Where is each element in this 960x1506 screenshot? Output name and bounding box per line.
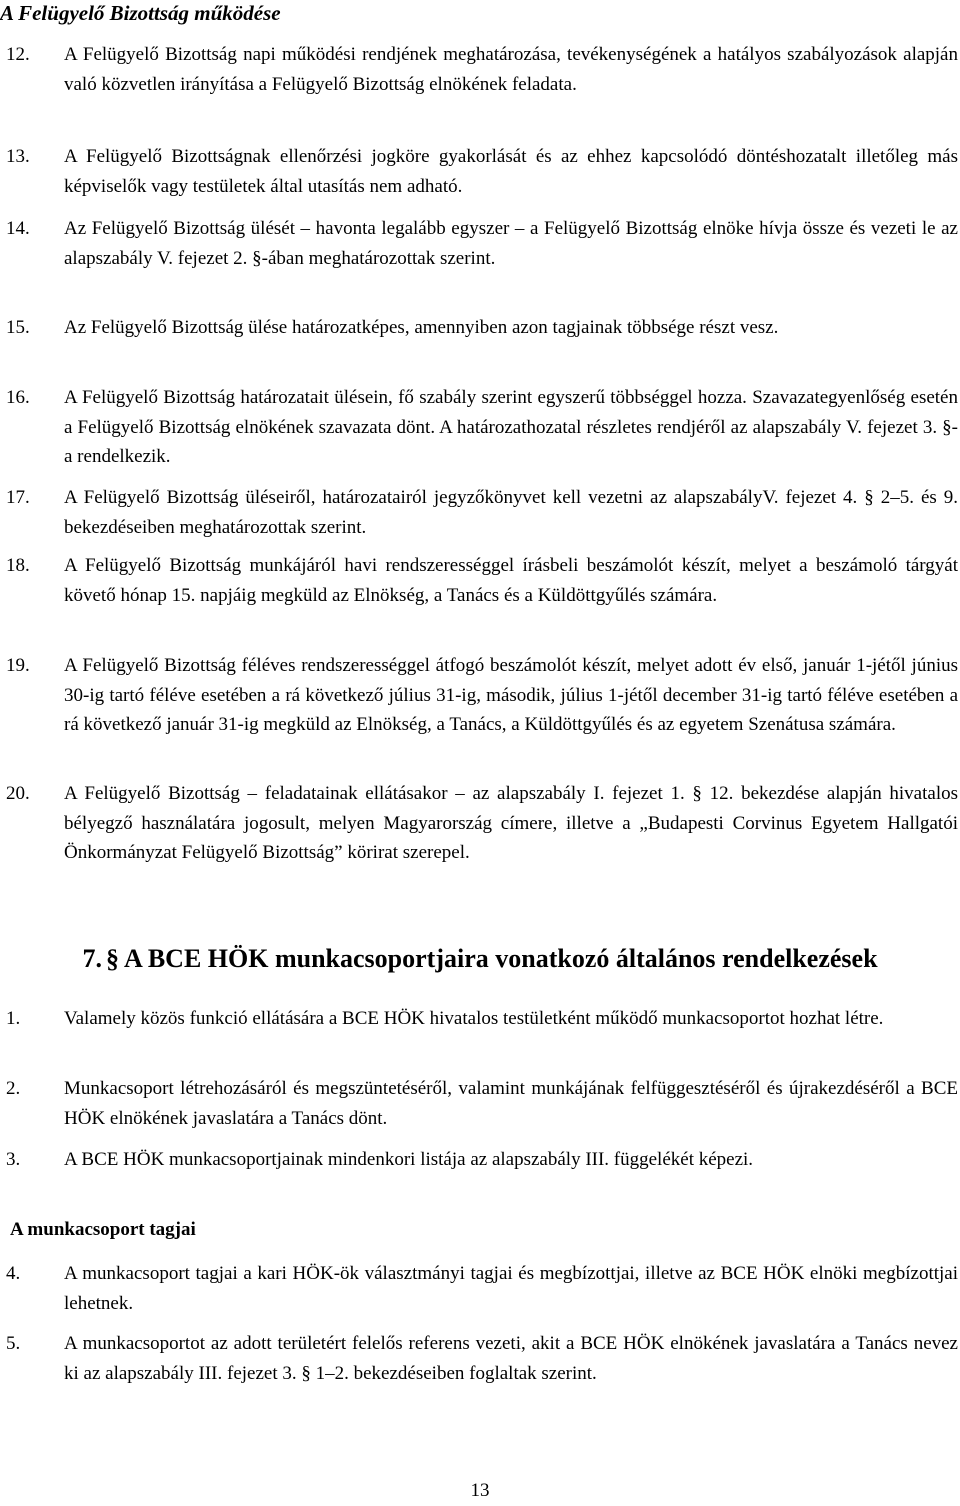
- paragraph-number: 13.: [6, 146, 30, 167]
- paragraph-text: A BCE HÖK munkacsoportjainak mindenkori listája az alapszabály III. függelékét képezi.: [64, 1149, 754, 1170]
- numbered-paragraph: [0, 651, 958, 740]
- numbered-paragraph: [0, 483, 958, 542]
- paragraph-text: A munkacsoportot az adott területért felelős referens vezeti, akit a BCE HÖK elnökének javaslatára a Tanács nevez ki az alapszabály III. fejezet 3. § 1–2. bekezdéseiben foglaltak szerint.: [64, 1333, 958, 1384]
- chapter-title: [0, 942, 960, 976]
- paragraph-text: A Felügyelő Bizottság – feladatainak ellátásakor – az alapszabály I. fejezet 1. § 12. bekezdése alapján hivatalos bélyegző használatára jogosult, melyen Magyarország címere, illetve a „Budapesti Corvinus Egyetem Hallgatói Önkormányzat Felügyelő Bizottság” körirat szerepel.: [64, 783, 958, 863]
- paragraph-number: 4.: [6, 1263, 21, 1284]
- subheading: A munkacsoport tagjai: [10, 1219, 196, 1240]
- numbered-paragraph: [0, 779, 958, 868]
- paragraph-number: 3.: [6, 1149, 21, 1170]
- paragraph-number: 1.: [6, 1008, 21, 1029]
- paragraph-text: Munkacsoport létrehozásáról és megszüntetéséről, valamint munkájának felfüggesztéséről és újrakezdéséről a BCE HÖK elnökének javaslatára a Tanács dönt.: [64, 1078, 958, 1129]
- paragraph-text: A Felügyelő Bizottság napi működési rendjének meghatározása, tevékenységének a hatályos szabályozások alapján való közvetlen irányítása a Felügyelő Bizottság elnökének feladata.: [64, 44, 958, 95]
- paragraph-number: 18.: [6, 555, 30, 576]
- paragraph-number: 19.: [6, 655, 30, 676]
- paragraph-text: A munkacsoport tagjai a kari HÖK-ök választmányi tagjai és megbízottjai, illetve az BCE HÖK elnöki megbízottjai lehetnek.: [64, 1263, 958, 1314]
- numbered-paragraph: [0, 313, 958, 343]
- numbered-paragraph: [0, 383, 958, 472]
- numbered-paragraph: [0, 1329, 958, 1388]
- numbered-paragraph: [0, 214, 958, 273]
- chapter-title-text: § A BCE HÖK munkacsoportjaira vonatkozó általános rendelkezések: [105, 944, 878, 973]
- paragraph-text: A Felügyelő Bizottság féléves rendszerességgel átfogó beszámolót készít, melyet adott év első, január 1-jétől június 30-ig tartó féléve esetében a rá következő július 31-ig, második, július 1-jétől december 31-ig tartó féléve esetében a rá következő január 31-ig megküld az Elnökség, a Tanács, a Küldöttgyűlés és az egyetem Szenátusa számára.: [64, 655, 958, 735]
- section-heading: A Felügyelő Bizottság működése: [0, 1, 281, 25]
- numbered-paragraph: [0, 40, 958, 99]
- paragraph-number: 20.: [6, 783, 30, 804]
- paragraph-number: 5.: [6, 1333, 21, 1354]
- paragraph-number: 14.: [6, 218, 30, 239]
- paragraph-number: 17.: [6, 487, 30, 508]
- paragraph-text: A Felügyelő Bizottságnak ellenőrzési jogköre gyakorlását és az ehhez kapcsolódó döntéshozatalt illetőleg más képviselők vagy testületek által utasítás nem adható.: [64, 146, 958, 197]
- numbered-paragraph: [0, 1004, 958, 1034]
- page-number: 13: [470, 1480, 490, 1501]
- chapter-number: 7.: [82, 944, 102, 973]
- numbered-paragraph: [0, 1145, 958, 1175]
- numbered-paragraph: [0, 1074, 958, 1133]
- paragraph-text: A Felügyelő Bizottság üléseiről, határozatairól jegyzőkönyvet kell vezetni az alapszabályV. fejezet 4. § 2–5. és 9. bekezdéseiben meghatározottak szerint.: [64, 487, 958, 538]
- numbered-paragraph: [0, 142, 958, 201]
- paragraph-text: Az Felügyelő Bizottság ülése határozatképes, amennyiben azon tagjainak többsége részt vesz.: [64, 317, 779, 338]
- paragraph-text: Valamely közös funkció ellátására a BCE HÖK hivatalos testületként működő munkacsoportot hozhat létre.: [64, 1008, 884, 1029]
- paragraph-text: Az Felügyelő Bizottság ülését – havonta legalább egyszer – a Felügyelő Bizottság elnöke hívja össze és vezeti le az alapszabály V. fejezet 2. §-ában meghatározottak szerint.: [64, 218, 958, 269]
- paragraph-number: 16.: [6, 387, 30, 408]
- paragraph-text: A Felügyelő Bizottság munkájáról havi rendszerességgel írásbeli beszámolót készít, melyet a beszámoló tárgyát követő hónap 15. napjáig megküld az Elnökség, a Tanács és a Küldöttgyűlés számára.: [64, 555, 958, 606]
- numbered-paragraph: [0, 1259, 958, 1318]
- paragraph-number: 12.: [6, 44, 30, 65]
- paragraph-number: 2.: [6, 1078, 21, 1099]
- numbered-paragraph: [0, 551, 958, 610]
- paragraph-number: 15.: [6, 317, 30, 338]
- paragraph-text: A Felügyelő Bizottság határozatait ülésein, fő szabály szerint egyszerű többséggel hozza. Szavazategyenlőség esetén a Felügyelő Bizottság elnökének szavazata dönt. A határozathozatal részletes rendjéről az alapszabály V. fejezet 3. §-a rendelkezik.: [64, 387, 958, 467]
